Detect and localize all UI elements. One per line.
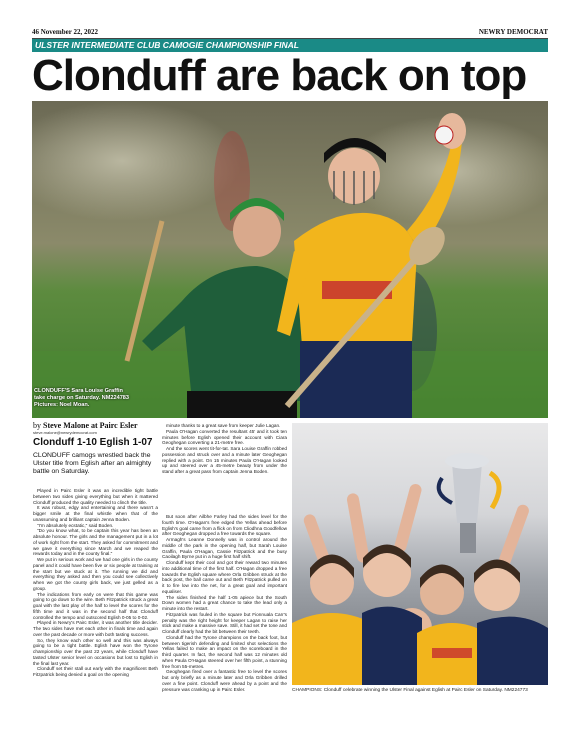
headline: Clonduff are back on top [32,51,527,100]
paragraph: Played in Pairc Esler it was an incredible tight battle between two sides giving everything but when it mattered Clonduff produced the quality needed to clinch the title. [33,488,158,505]
page-folio [32,26,548,39]
celebration-photo-caption: CHAMPIONS: Clonduff celebrate winning the Ulster Final against Eglish at Pairc Esler on Saturday. NM224773 [292,688,528,693]
main-photo-caption [34,388,129,409]
paragraph: Clonduff set their stall out early with the magnificent Beth Fitzpatrick being denied a goal on the opening [33,666,158,677]
paragraph: It was robust, edgy and entertaining and there wasn't a bigger smile at the final whistle when that of the unassuming and brilliant captain Jenna Boden. [33,505,158,522]
paragraph: And the scores went tit-for-tat. Sara Louise Graffin robbed possession and struck over and a minute later Geoghegan replied with a point. On 15 minutes Paula O'Hagan looked up and steered over a 45-metre beauty from under the stand after a great pass from captain Jenna Boden. [162,446,287,474]
paragraph: We put in serious work and we had one girls in the county panel and it could have been five or six people at training at the start but we stuck at it. The running we did and everything they asked and then you could see collectively when we got the county girls back, we just gelled as a group. [33,557,158,591]
article-column-1 [33,488,158,733]
paragraph: Geoghegan fired over a fantastic free to level the scores but only briefly as a minute later and Orla Gribben drilled over a fine point. Clonduff were ahead by a point and the pressure was cranking up in Pairc Esler. [162,669,287,692]
main-photo-image [32,101,548,418]
main-caption-line: take charge on Saturday. NM224783 [34,395,130,401]
byline [33,421,138,430]
paper-name: NEWRY DEMOCRAT [478,28,548,36]
paragraph: The indications from early on were that this game was going to go down to the wire. Beth Fitzpatrick struck a great goal with the last play of the half to level the scores for the fifth time and it was in the second half that Clonduff controlled the tempo and outscored Eglish 0-05 to 0-02. [33,591,158,620]
main-photo [32,101,548,418]
paragraph: Clonduff had the Tyrone champions on the back foot, but between tigerish defending and limited shot selections the Yellas failed to make an impact on the scoreboard in the third quarter. In fact, the second half was 12 minutes old when Paula O'Hagan steered over her fifth point, a stunning free from 55-metres. [162,634,287,669]
paragraph: minute thanks to a great save from keeper Julie Lagan. [166,423,281,428]
paragraph: Armagh's Leanne Donnelly was in control around the middle of the park in the opening half, but Sarah Louise Graffin, Paula O'Hagan, Cassie Fitzpatrick and the busy Caoilagh Byrne put in a huge first half shift. [162,537,287,560]
paragraph: "Do you know what, to be captain this year has been an absolute honour. The girls and the management put in a lot of work right from the start. They asked for commitment and we gave it everything since March and we reaped the rewards today and in the county final." [33,528,158,557]
paragraph: Paula O'Hagan converted the resultant 45' and it took ten minutes before Eglish opened their account with Ciara Geoghegan converting a 21-metre free. [162,428,287,446]
paragraph: But soon after Ailbhe Farley had the sides level for the fourth time. O'Hagan's free edged the Yellas ahead before Eglish's goal came from a flick on from Cliodhna Goodfellow after Geoghegan dropped a free towards the square. [162,514,287,537]
paragraph: The sides finished the half 1-05 apiece but the South Down women had a great chance to take the lead only a minute into the restart. [162,594,287,611]
section-kicker: ULSTER INTERMEDIATE CLUB CAMOGIE CHAMPIONSHIP FINAL [32,39,548,52]
celebration-photo [292,423,548,685]
paragraph: Played in Newry's Pairc Esler, it was another title decider. The two sides have met each other in finals time and again over the past decade or more with both tasting success. [33,620,158,637]
article-column-2 [162,423,287,513]
byline-author: Steve Malone at Pairc Esler [43,421,138,430]
main-caption-line: Pictures: Noel Moan. [34,402,90,408]
paragraph: Fitzpatrick was fouled in the square but Fionnuala Carr's penalty was the right height for keeper Lagan to raise her stick and make a massive save. Still, it had set the tone and Clonduff clearly had the bit between their teeth. [162,611,287,634]
page-date: 46 November 22, 2022 [32,28,98,36]
article-column-3 [162,514,287,736]
byline-email: steve.malone@newrydemocrat.com [33,430,97,435]
score-line: Clonduff 1-10 Eglish 1-07 [33,437,153,448]
byline-prefix: by [33,421,41,430]
main-caption-line: CLONDUFF'S Sara Louise Graffin [34,388,123,394]
paragraph: "I'm absolutely ecstatic," said Boden. [37,522,114,528]
celebration-photo-image [292,423,548,685]
paragraph: Clonduff kept their cool and got their reward two minutes into additional time of the first half. O'Hagan dropped a free towards the Eglish square where Orla Gribben struck at the back post, the ball came out and Beth Fitzpatrick pulled on it to fire low into the net, for a great goal and important equaliser. [162,560,287,594]
intro-paragraph: CLONDUFF camogs wrestled back the Ulster title from Eglish after an almighty battle on Saturday. [33,452,152,476]
paragraph: So, they know each other so well and this was always going to be a tight battle. Eglish have won the Tyrone championship over the past 22 years, while Clonduff have tasted Ulster senior level on occasions but lost to Eglish in the final last year. [33,637,158,666]
